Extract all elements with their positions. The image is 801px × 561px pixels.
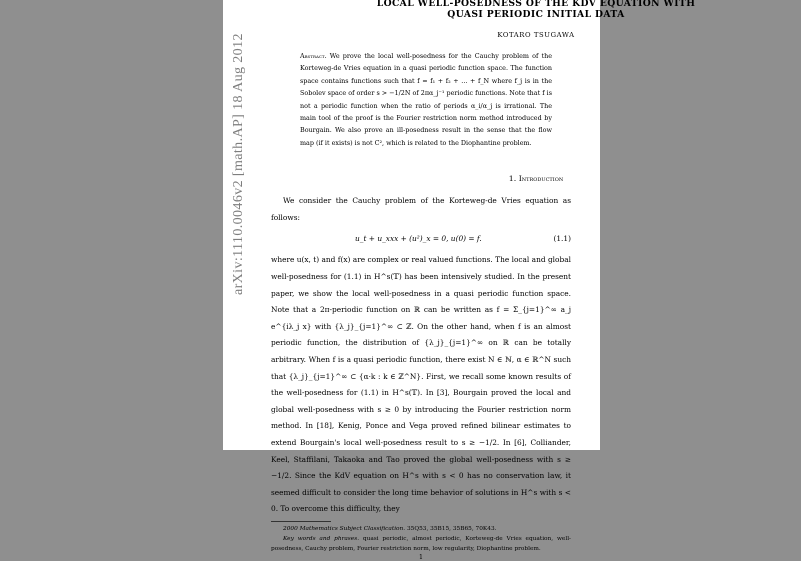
footnote-kw-text: quasi periodic, almost periodic, Korteweg-de Vries equation, well-posedness, Cauchy problem, Fourier restriction norm, low regularity, Diophantine problem. (271, 535, 572, 552)
footnote-msc (271, 524, 571, 534)
equation-number: (1.1) (553, 234, 571, 244)
footnote-kw-label: Key words and phrases. (283, 535, 360, 542)
abstract-label: Abstract. (300, 52, 327, 60)
footnote-keywords (271, 534, 571, 554)
intro-sentence: We consider the Cauchy problem of the Korteweg-de Vries equation as follows: (271, 196, 571, 222)
page-content (271, 0, 801, 561)
equation-1-1 (271, 230, 571, 252)
section-title: Introduction (518, 174, 564, 184)
title-line-1: LOCAL WELL-POSEDNESS OF THE KDV EQUATION WITH (376, 0, 696, 9)
arxiv-stamp (219, 33, 246, 300)
arxiv-stamp-text: arXiv:1110.0046v2 [math.AP] 18 Aug 2012 (231, 33, 246, 295)
footnote-msc-text: 35Q53, 35B15, 35B65, 70K43. (406, 525, 497, 532)
title-line-2: QUASI PERIODIC INITIAL DATA (447, 9, 625, 20)
paper-page (223, 0, 696, 561)
section-heading (271, 174, 801, 183)
paper-title (271, 0, 801, 20)
intro-paragraph: where u(x, t) and f(x) are complex or real valued functions. The local and global well-posedness for (1.1) in H^s(𝕋) has been intensively studied. In the present paper, we show the local well-posedness in a quasi periodic function space. Note that a 2π-periodic function on ℝ can be written as f = Σ_{j=1}^∞ a_j e^{iλ_j x} with {λ_j}_{j=1}^∞ ⊂ ℤ. On the other hand, when f is an almost periodic function, the distribution of {λ_j}_{j=1}^∞ on ℝ can be totally arbitrary. When f is a quasi periodic function, there exist N ∈ ℕ, α ∈ ℝ^N such that {λ_j}_{j=1}^∞ ⊂ {α·k : k ∈ ℤ^N}. First, we recall some known results of the well-posedness for (1.1) in H^s(𝕋). In [3], Bourgain proved the local and global well-posedness with s ≥ 0 by introducing the Fourier restriction norm method. In [18], Kenig, Ponce and Vega proved refined bilinear estimates to extend Bourgain's local well-posedness result to s ≥ −1/2. In [6], Colliander, Keel, Staffilani, Takaoka and Tao proved the global well-posedness with s ≥ −1/2. Since the KdV equation on H^s with s < 0 has no conservation law, it seemed difficult to consider the long time behavior of solutions in H^s with s < 0. To overcome this difficulty, they (271, 255, 571, 514)
abstract-text: We prove the local well-posedness for the Cauchy problem of the Korteweg-de Vries equation in a quasi periodic function space. The function space contains functions such that f = f₁ + f₂ + ... + f_N where f_j is in the Sobolev space of order s > −1/2N of 2πα_j⁻¹ periodic functions. Note that f is not a periodic function when the ratio of periods α_i/α_j is irrational. The main tool of the proof is the Fourier restriction norm method introduced by Bourgain. We also prove an ill-posedness result in the sense that the flow map (if it exists) is not C², which is related to the Diophantine problem. (300, 52, 552, 147)
footnote-rule (271, 521, 331, 522)
section-number: 1. (508, 174, 517, 184)
abstract (300, 50, 552, 149)
author: KOTARO TSUGAWA (497, 31, 575, 39)
equation-body: u_t + u_xxx + (u²)_x = 0, u(0) = f. (355, 234, 482, 244)
footnote-msc-label: 2000 Mathematics Subject Classification. (283, 525, 406, 532)
page-number: 1 (419, 553, 423, 561)
